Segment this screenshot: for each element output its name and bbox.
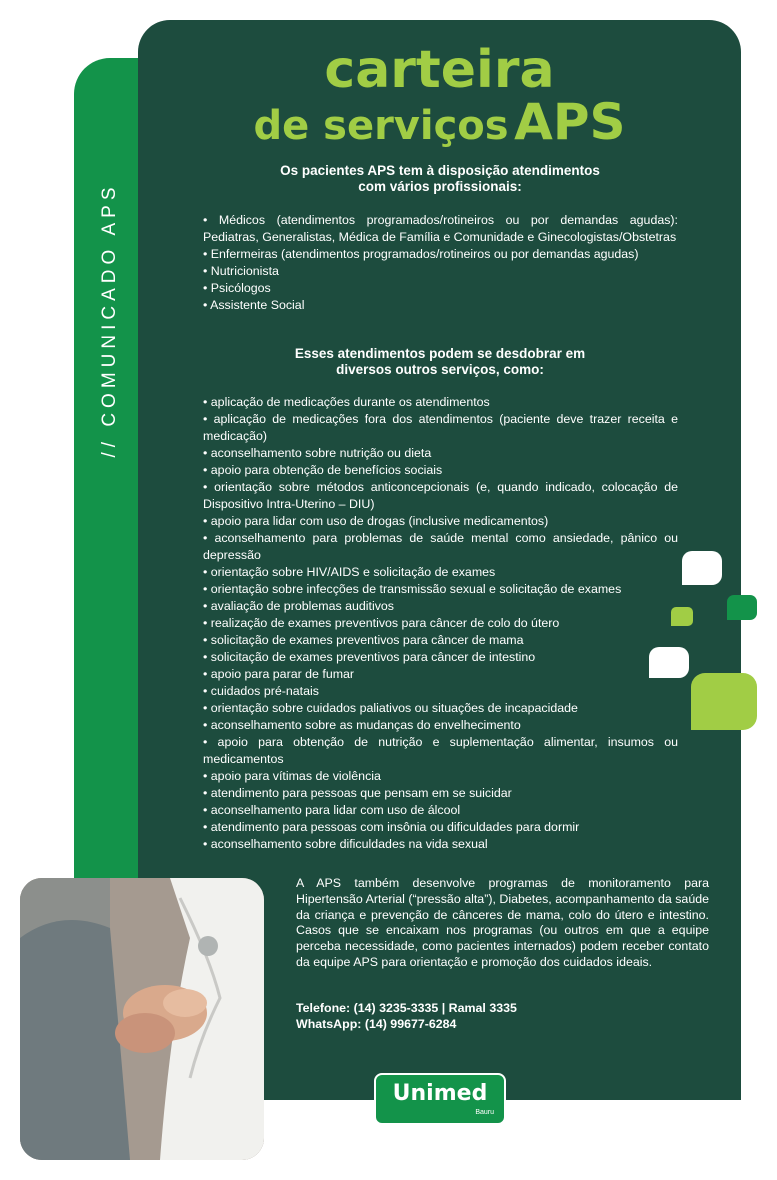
- list-item: • atendimento para pessoas que pensam em se suicidar: [203, 786, 512, 800]
- heading-line: diversos outros serviços, como:: [336, 362, 544, 377]
- deco-bubble-lime-large: [691, 673, 757, 730]
- title-line-2: [138, 92, 741, 164]
- side-label: // COMUNICADO APS: [99, 182, 120, 458]
- list-item: • orientação sobre infecções de transmissão sexual e solicitação de exames: [203, 582, 622, 596]
- list-item: • avaliação de problemas auditivos: [203, 599, 394, 613]
- list-item: • apoio para lidar com uso de drogas (inclusive medicamentos): [203, 514, 549, 528]
- title-line-1: carteira: [324, 40, 555, 100]
- list-item: • aconselhamento sobre dificuldades na vida sexual: [203, 837, 488, 851]
- deco-bubble-lime-small: [671, 607, 693, 626]
- title-prefix: de serviços: [253, 103, 509, 149]
- list-item: • Nutricionista: [203, 264, 279, 278]
- deco-bubble-white-2: [649, 647, 689, 678]
- deco-bubble-white: [682, 551, 722, 585]
- list-item: • Médicos (atendimentos programados/rotineiros ou por demandas agudas): Pediatras, Generalistas, Médica de Família e Comunidade e Ginecologistas/Obstetras: [203, 213, 678, 244]
- list-item: • apoio para obtenção de benefícios sociais: [203, 463, 443, 477]
- deco-bubble-green: [727, 595, 757, 620]
- list-item: • aconselhamento sobre as mudanças do envelhecimento: [203, 718, 521, 732]
- logo-sub: Bauru: [475, 1109, 494, 1116]
- list-item: • apoio para vítimas de violência: [203, 769, 381, 783]
- logo-name: Unimed: [392, 1081, 488, 1106]
- list-item: • realização de exames preventivos para câncer de colo do útero: [203, 616, 560, 630]
- heading-services: [250, 346, 630, 378]
- unimed-logo: [374, 1073, 506, 1125]
- list-item: • Enfermeiras (atendimentos programados/rotineiros ou por demandas agudas): [203, 247, 639, 261]
- care-photo: [20, 878, 264, 1160]
- list-item: • aplicação de medicações fora dos atendimentos (paciente deve trazer receita e medicação): [203, 412, 678, 443]
- list-item: • atendimento para pessoas com insônia ou dificuldades para dormir: [203, 820, 580, 834]
- list-item: • apoio para obtenção de nutrição e suplementação alimentar, insumos ou medicamentos: [203, 735, 678, 766]
- heading-line: Esses atendimentos podem se desdobrar em: [294, 346, 586, 361]
- list-item: • apoio para parar de fumar: [203, 667, 355, 681]
- list-item: • Psicólogos: [203, 281, 271, 295]
- list-item: • aconselhamento sobre nutrição ou dieta: [203, 446, 432, 460]
- services-list: [203, 394, 678, 853]
- list-item: • Assistente Social: [203, 298, 305, 312]
- whatsapp-contact: WhatsApp: (14) 99677-6284: [296, 1017, 457, 1031]
- list-item: • cuidados pré-natais: [203, 684, 319, 698]
- phone-contact: Telefone: (14) 3235-3335 | Ramal 3335: [296, 1001, 517, 1015]
- professionals-list: [203, 212, 678, 314]
- title-brand: APS: [514, 93, 626, 151]
- list-item: • solicitação de exames preventivos para câncer de intestino: [203, 650, 536, 664]
- list-item: • aplicação de medicações durante os atendimentos: [203, 395, 490, 409]
- heading-line: com vários profissionais:: [358, 179, 522, 194]
- programs-text: A APS também desenvolve programas de monitoramento para Hipertensão Arterial (“pressão alta”), Diabetes, acompanhamento da saúde da criança e prevenção de cânceres de mama, colo do útero e intestino. Casos que se encaixam nos programas (ou outros em que a equipe perceba necessidade, como pacientes internados) podem receber contato da equipe APS para orientação e promoção dos cuidados ideais.: [296, 876, 709, 969]
- list-item: • aconselhamento para lidar com uso de álcool: [203, 803, 461, 817]
- list-item: • aconselhamento para problemas de saúde mental como ansiedade, pânico ou depressão: [203, 531, 678, 562]
- heading-line: Os pacientes APS tem à disposição atendimentos: [280, 163, 600, 178]
- list-item: • solicitação de exames preventivos para câncer de mama: [203, 633, 524, 647]
- list-item: • orientação sobre cuidados paliativos ou situações de incapacidade: [203, 701, 578, 715]
- list-item: • orientação sobre métodos anticoncepcionais (e, quando indicado, colocação de Dispositivo Intra-Uterino – DIU): [203, 480, 678, 511]
- list-item: • orientação sobre HIV/AIDS e solicitação de exames: [203, 565, 496, 579]
- heading-professionals: [250, 163, 630, 195]
